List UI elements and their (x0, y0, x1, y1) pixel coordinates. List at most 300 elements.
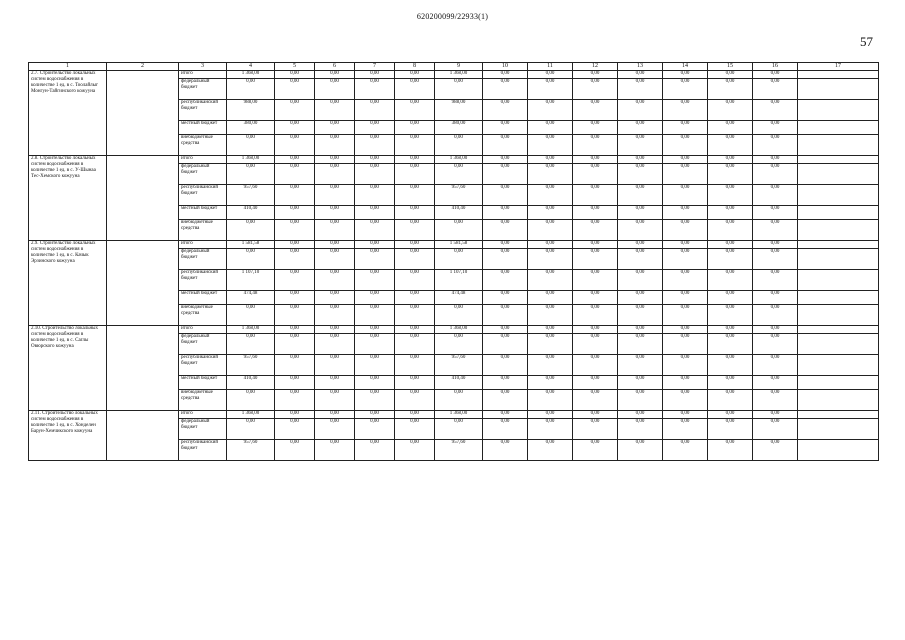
value-cell: 0,00 (315, 156, 355, 164)
funding-source: местный бюджет (179, 206, 227, 220)
value-cell: 380,00 (227, 121, 275, 135)
column-header: 11 (528, 63, 573, 71)
value-cell: 0,00 (663, 440, 708, 461)
value-cell: 988,00 (435, 100, 483, 121)
column-header: 17 (798, 63, 879, 71)
value-cell: 0,00 (618, 185, 663, 206)
value-cell: 0,00 (275, 156, 315, 164)
value-cell: 0,00 (435, 164, 483, 185)
value-cell: 0,00 (573, 411, 618, 419)
value-cell: 0,00 (708, 249, 753, 270)
funding-source: внебюджетные средства (179, 135, 227, 156)
empty-cell (798, 291, 879, 305)
column-header: 6 (315, 63, 355, 71)
value-cell: 0,00 (355, 270, 395, 291)
value-cell: 0,00 (528, 440, 573, 461)
value-cell: 0,00 (573, 220, 618, 241)
value-cell: 0,00 (315, 355, 355, 376)
empty-cell (798, 326, 879, 334)
value-cell: 0,00 (753, 206, 798, 220)
value-cell: 0,00 (573, 100, 618, 121)
funding-source: итого (179, 156, 227, 164)
value-cell: 0,00 (227, 305, 275, 326)
column-header: 12 (573, 63, 618, 71)
column-header: 8 (395, 63, 435, 71)
value-cell: 0,00 (315, 326, 355, 334)
value-cell: 1 368,00 (435, 156, 483, 164)
value-cell: 0,00 (355, 419, 395, 440)
value-cell: 0,00 (573, 376, 618, 390)
empty-cell (798, 71, 879, 79)
value-cell: 0,00 (275, 241, 315, 249)
value-cell: 957,60 (435, 185, 483, 206)
value-cell: 0,00 (275, 305, 315, 326)
empty-cell (798, 440, 879, 461)
value-cell: 0,00 (663, 355, 708, 376)
value-cell: 0,00 (753, 419, 798, 440)
column-header: 4 (227, 63, 275, 71)
value-cell: 0,00 (618, 241, 663, 249)
value-cell: 0,00 (618, 79, 663, 100)
value-cell: 0,00 (528, 135, 573, 156)
value-cell: 410,40 (227, 376, 275, 390)
value-cell: 0,00 (355, 71, 395, 79)
value-cell: 0,00 (435, 249, 483, 270)
value-cell: 0,00 (663, 100, 708, 121)
empty-cell (798, 305, 879, 326)
value-cell: 0,00 (663, 71, 708, 79)
value-cell: 1 368,00 (435, 326, 483, 334)
value-cell: 0,00 (708, 291, 753, 305)
value-cell: 0,00 (753, 411, 798, 419)
value-cell: 0,00 (483, 249, 528, 270)
value-cell: 0,00 (753, 440, 798, 461)
value-cell: 0,00 (395, 249, 435, 270)
value-cell: 0,00 (355, 376, 395, 390)
value-cell: 0,00 (395, 71, 435, 79)
value-cell: 0,00 (395, 334, 435, 355)
value-cell: 0,00 (528, 355, 573, 376)
budget-table (28, 62, 879, 461)
value-cell: 0,00 (708, 241, 753, 249)
value-cell: 0,00 (573, 121, 618, 135)
value-cell: 0,00 (275, 355, 315, 376)
value-cell: 0,00 (227, 79, 275, 100)
value-cell: 0,00 (618, 135, 663, 156)
value-cell: 0,00 (663, 79, 708, 100)
value-cell: 957,60 (435, 440, 483, 461)
value-cell: 0,00 (573, 156, 618, 164)
value-cell: 1 581,58 (227, 241, 275, 249)
value-cell: 0,00 (528, 241, 573, 249)
value-cell: 0,00 (708, 376, 753, 390)
funding-source: федеральный бюджет (179, 419, 227, 440)
value-cell: 1 368,00 (227, 156, 275, 164)
value-cell: 0,00 (355, 305, 395, 326)
value-cell: 0,00 (618, 270, 663, 291)
value-cell: 0,00 (708, 355, 753, 376)
value-cell: 0,00 (573, 185, 618, 206)
value-cell: 0,00 (708, 390, 753, 411)
value-cell: 0,00 (708, 411, 753, 419)
value-cell: 0,00 (395, 164, 435, 185)
value-cell: 0,00 (483, 79, 528, 100)
value-cell: 0,00 (435, 305, 483, 326)
value-cell: 0,00 (528, 270, 573, 291)
value-cell: 0,00 (315, 376, 355, 390)
value-cell: 0,00 (663, 220, 708, 241)
value-cell: 0,00 (573, 326, 618, 334)
empty-cell (107, 411, 179, 461)
empty-cell (107, 71, 179, 156)
value-cell: 0,00 (663, 334, 708, 355)
value-cell: 1 107,10 (435, 270, 483, 291)
value-cell: 0,00 (275, 100, 315, 121)
value-cell: 0,00 (483, 305, 528, 326)
value-cell: 0,00 (395, 291, 435, 305)
value-cell: 0,00 (227, 390, 275, 411)
value-cell: 0,00 (483, 71, 528, 79)
value-cell: 0,00 (663, 419, 708, 440)
value-cell: 0,00 (663, 390, 708, 411)
value-cell: 0,00 (395, 241, 435, 249)
empty-cell (798, 121, 879, 135)
value-cell: 0,00 (528, 156, 573, 164)
table-row (29, 156, 879, 164)
empty-cell (798, 79, 879, 100)
value-cell: 0,00 (573, 71, 618, 79)
value-cell: 0,00 (618, 206, 663, 220)
empty-cell (107, 326, 179, 411)
value-cell: 0,00 (618, 419, 663, 440)
column-header: 1 (29, 63, 107, 71)
value-cell: 0,00 (528, 291, 573, 305)
value-cell: 0,00 (528, 411, 573, 419)
funding-source: республиканский бюджет (179, 100, 227, 121)
value-cell: 0,00 (708, 206, 753, 220)
value-cell: 0,00 (395, 355, 435, 376)
value-cell: 957,60 (227, 185, 275, 206)
value-cell: 0,00 (315, 291, 355, 305)
column-header: 5 (275, 63, 315, 71)
funding-source: федеральный бюджет (179, 79, 227, 100)
value-cell: 0,00 (315, 249, 355, 270)
funding-source: республиканский бюджет (179, 355, 227, 376)
value-cell: 0,00 (573, 270, 618, 291)
value-cell: 0,00 (573, 79, 618, 100)
value-cell: 0,00 (275, 206, 315, 220)
value-cell: 957,60 (227, 355, 275, 376)
value-cell: 0,00 (618, 326, 663, 334)
value-cell: 0,00 (483, 291, 528, 305)
column-header: 7 (355, 63, 395, 71)
funding-source: итого (179, 241, 227, 249)
measure-title: 2.8. Строительство локальных систем водоснабжения в количестве 1 ед. в с. У-Шынаа Тес-Хемского кожууна (29, 156, 107, 241)
value-cell: 0,00 (708, 220, 753, 241)
value-cell: 0,00 (315, 206, 355, 220)
funding-source: республиканский бюджет (179, 270, 227, 291)
value-cell: 0,00 (663, 326, 708, 334)
value-cell: 957,60 (435, 355, 483, 376)
value-cell: 0,00 (708, 334, 753, 355)
value-cell: 0,00 (275, 220, 315, 241)
value-cell: 0,00 (483, 206, 528, 220)
value-cell: 0,00 (315, 79, 355, 100)
value-cell: 0,00 (227, 249, 275, 270)
value-cell: 0,00 (483, 334, 528, 355)
value-cell: 0,00 (275, 411, 315, 419)
column-header: 2 (107, 63, 179, 71)
value-cell: 0,00 (483, 411, 528, 419)
empty-cell (798, 270, 879, 291)
value-cell: 410,40 (435, 376, 483, 390)
empty-cell (798, 241, 879, 249)
value-cell: 0,00 (573, 305, 618, 326)
value-cell: 0,00 (618, 100, 663, 121)
value-cell: 0,00 (315, 185, 355, 206)
table-row (29, 71, 879, 79)
value-cell: 0,00 (275, 71, 315, 79)
value-cell: 0,00 (573, 440, 618, 461)
value-cell: 0,00 (753, 326, 798, 334)
funding-source: итого (179, 71, 227, 79)
value-cell: 0,00 (483, 121, 528, 135)
value-cell: 0,00 (618, 249, 663, 270)
value-cell: 0,00 (753, 100, 798, 121)
value-cell: 0,00 (753, 355, 798, 376)
value-cell: 0,00 (355, 249, 395, 270)
funding-source: республиканский бюджет (179, 440, 227, 461)
value-cell: 0,00 (315, 305, 355, 326)
value-cell: 474,48 (435, 291, 483, 305)
value-cell: 0,00 (573, 355, 618, 376)
column-header: 13 (618, 63, 663, 71)
value-cell: 0,00 (483, 355, 528, 376)
value-cell: 0,00 (663, 206, 708, 220)
column-header: 16 (753, 63, 798, 71)
funding-source: местный бюджет (179, 291, 227, 305)
value-cell: 0,00 (483, 135, 528, 156)
empty-cell (798, 164, 879, 185)
value-cell: 0,00 (573, 291, 618, 305)
empty-cell (107, 241, 179, 326)
value-cell: 0,00 (663, 185, 708, 206)
value-cell: 0,00 (395, 419, 435, 440)
value-cell: 0,00 (395, 326, 435, 334)
value-cell: 0,00 (663, 156, 708, 164)
value-cell: 0,00 (708, 326, 753, 334)
value-cell: 0,00 (618, 220, 663, 241)
value-cell: 957,60 (227, 440, 275, 461)
value-cell: 0,00 (528, 100, 573, 121)
value-cell: 0,00 (315, 135, 355, 156)
value-cell: 0,00 (753, 71, 798, 79)
value-cell: 0,00 (227, 135, 275, 156)
value-cell: 0,00 (355, 440, 395, 461)
value-cell: 0,00 (395, 79, 435, 100)
value-cell: 0,00 (227, 220, 275, 241)
empty-cell (798, 156, 879, 164)
value-cell: 0,00 (663, 411, 708, 419)
value-cell: 0,00 (618, 305, 663, 326)
value-cell: 0,00 (663, 135, 708, 156)
empty-cell (798, 334, 879, 355)
value-cell: 0,00 (528, 334, 573, 355)
value-cell: 0,00 (483, 185, 528, 206)
value-cell: 0,00 (528, 185, 573, 206)
value-cell: 0,00 (753, 291, 798, 305)
value-cell: 0,00 (355, 164, 395, 185)
value-cell: 0,00 (483, 440, 528, 461)
value-cell: 0,00 (528, 249, 573, 270)
value-cell: 0,00 (618, 376, 663, 390)
value-cell: 0,00 (315, 100, 355, 121)
value-cell: 0,00 (275, 334, 315, 355)
value-cell: 0,00 (753, 156, 798, 164)
column-number-row (29, 63, 879, 71)
value-cell: 410,40 (435, 206, 483, 220)
value-cell: 0,00 (708, 419, 753, 440)
value-cell: 0,00 (275, 291, 315, 305)
value-cell: 0,00 (663, 241, 708, 249)
value-cell: 0,00 (355, 156, 395, 164)
value-cell: 0,00 (483, 156, 528, 164)
value-cell: 0,00 (355, 185, 395, 206)
value-cell: 0,00 (435, 390, 483, 411)
column-header: 15 (708, 63, 753, 71)
empty-cell (798, 376, 879, 390)
value-cell: 0,00 (663, 121, 708, 135)
value-cell: 0,00 (753, 185, 798, 206)
column-header: 10 (483, 63, 528, 71)
column-header: 9 (435, 63, 483, 71)
value-cell: 0,00 (315, 419, 355, 440)
value-cell: 0,00 (753, 135, 798, 156)
value-cell: 0,00 (395, 411, 435, 419)
value-cell: 0,00 (355, 326, 395, 334)
column-header: 3 (179, 63, 227, 71)
value-cell: 0,00 (708, 305, 753, 326)
value-cell: 0,00 (618, 164, 663, 185)
value-cell: 0,00 (663, 305, 708, 326)
value-cell: 0,00 (483, 326, 528, 334)
value-cell: 0,00 (395, 376, 435, 390)
value-cell: 0,00 (355, 411, 395, 419)
value-cell: 0,00 (573, 164, 618, 185)
value-cell: 0,00 (483, 419, 528, 440)
value-cell: 0,00 (275, 121, 315, 135)
value-cell: 0,00 (663, 164, 708, 185)
document-id: 620200099/22933(1) (416, 12, 489, 21)
value-cell: 0,00 (618, 411, 663, 419)
funding-source: внебюджетные средства (179, 305, 227, 326)
value-cell: 0,00 (708, 156, 753, 164)
value-cell: 0,00 (528, 121, 573, 135)
empty-cell (798, 419, 879, 440)
funding-source: федеральный бюджет (179, 334, 227, 355)
value-cell: 0,00 (753, 79, 798, 100)
table-body (29, 71, 879, 461)
value-cell: 0,00 (573, 334, 618, 355)
value-cell: 380,00 (435, 121, 483, 135)
measure-title: 2.7. Строительство локальных систем водоснабжения в количестве 1 ед. в с. Тоолайлыг Монгун-Тайгинского кожууна (29, 71, 107, 156)
value-cell: 0,00 (355, 390, 395, 411)
value-cell: 0,00 (355, 334, 395, 355)
value-cell: 1 107,10 (227, 270, 275, 291)
value-cell: 0,00 (435, 220, 483, 241)
value-cell: 0,00 (395, 135, 435, 156)
value-cell: 0,00 (618, 291, 663, 305)
value-cell: 0,00 (573, 241, 618, 249)
value-cell: 0,00 (528, 79, 573, 100)
value-cell: 0,00 (355, 135, 395, 156)
value-cell: 0,00 (355, 100, 395, 121)
value-cell: 988,00 (227, 100, 275, 121)
value-cell: 0,00 (275, 135, 315, 156)
value-cell: 0,00 (315, 164, 355, 185)
value-cell: 0,00 (315, 270, 355, 291)
value-cell: 0,00 (753, 390, 798, 411)
value-cell: 0,00 (528, 326, 573, 334)
value-cell: 0,00 (483, 164, 528, 185)
value-cell: 0,00 (618, 156, 663, 164)
value-cell: 0,00 (435, 135, 483, 156)
funding-source: внебюджетные средства (179, 220, 227, 241)
value-cell: 0,00 (275, 164, 315, 185)
measure-title: 2.11. Строительство локальных систем водоснабжения в количестве 1 ед. в с. Хонделен Барун-Хемчикского кожууна (29, 411, 107, 461)
empty-cell (798, 390, 879, 411)
value-cell: 1 368,00 (435, 411, 483, 419)
value-cell: 0,00 (618, 334, 663, 355)
column-header: 14 (663, 63, 708, 71)
value-cell: 1 581,58 (435, 241, 483, 249)
value-cell: 0,00 (528, 71, 573, 79)
empty-cell (107, 156, 179, 241)
empty-cell (798, 100, 879, 121)
value-cell: 410,40 (227, 206, 275, 220)
value-cell: 0,00 (663, 270, 708, 291)
value-cell: 0,00 (275, 440, 315, 461)
value-cell: 0,00 (708, 71, 753, 79)
value-cell: 0,00 (395, 390, 435, 411)
value-cell: 0,00 (355, 355, 395, 376)
value-cell: 0,00 (435, 334, 483, 355)
value-cell: 1 368,00 (227, 71, 275, 79)
value-cell: 0,00 (753, 249, 798, 270)
funding-source: федеральный бюджет (179, 249, 227, 270)
value-cell: 0,00 (483, 220, 528, 241)
value-cell: 0,00 (435, 79, 483, 100)
empty-cell (798, 249, 879, 270)
value-cell: 0,00 (275, 185, 315, 206)
value-cell: 0,00 (708, 185, 753, 206)
value-cell: 0,00 (395, 121, 435, 135)
value-cell: 0,00 (315, 440, 355, 461)
measure-title: 2.9. Строительство локальных систем водоснабжения в количестве 1 ед. в с. Качык Эрзинского кожууна (29, 241, 107, 326)
value-cell: 0,00 (275, 270, 315, 291)
funding-source: итого (179, 326, 227, 334)
empty-cell (798, 185, 879, 206)
value-cell: 0,00 (528, 164, 573, 185)
value-cell: 0,00 (708, 121, 753, 135)
value-cell: 0,00 (435, 419, 483, 440)
value-cell: 0,00 (708, 100, 753, 121)
funding-source: местный бюджет (179, 121, 227, 135)
page-number: 57 (860, 34, 873, 49)
value-cell: 0,00 (227, 419, 275, 440)
value-cell: 0,00 (708, 440, 753, 461)
value-cell: 0,00 (618, 390, 663, 411)
